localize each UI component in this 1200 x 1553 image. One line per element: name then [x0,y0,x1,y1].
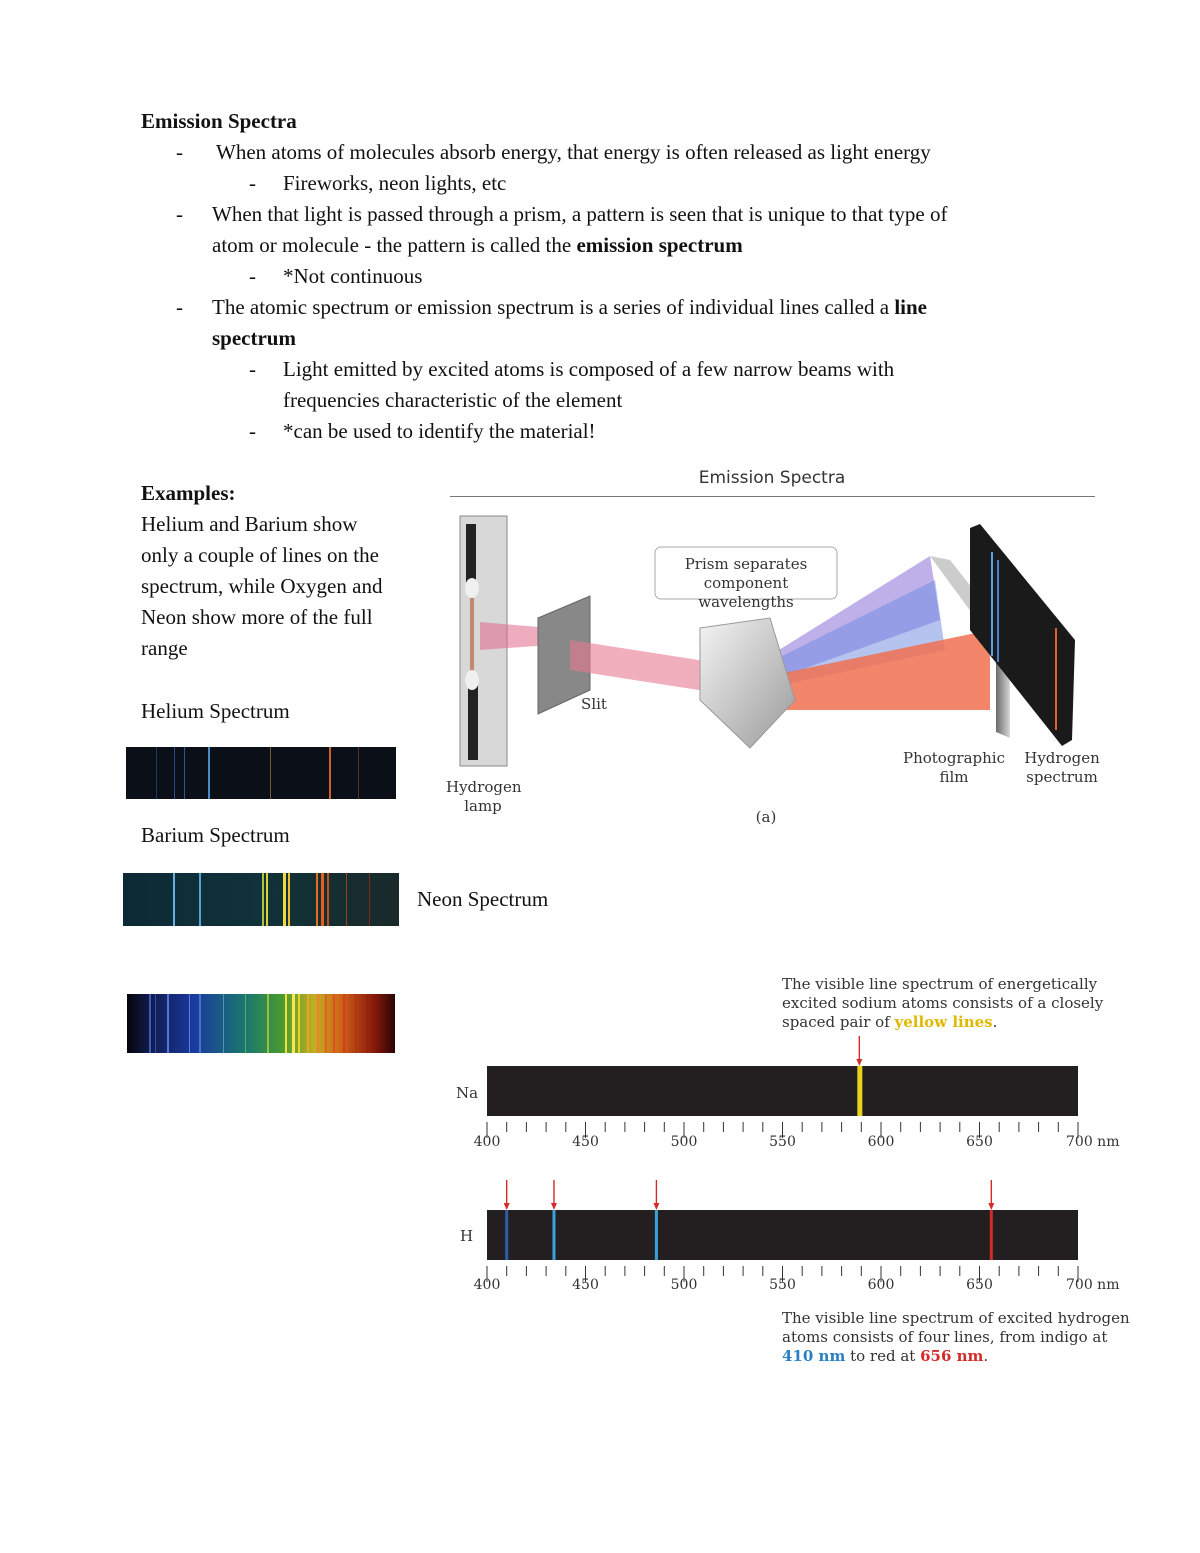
sodium-spectral-line [857,1066,862,1116]
bullet-text-cont [212,230,743,261]
sub-bullet-text: *can be used to identify the material! [283,419,596,443]
bullet-dash: - [249,419,256,443]
arrow-head [551,1203,557,1210]
bullet-text: atom or molecule - the pattern is called the [212,233,577,257]
bullet-text: The atomic spectrum or emission spectrum is a series of individual lines called a [212,295,895,319]
arrow-head [856,1059,862,1066]
slit-label: Slit [581,695,607,713]
barium-label: Barium Spectrum [141,823,290,847]
note-text: spaced pair of [782,1013,895,1031]
tick-label: 500 [670,1277,698,1293]
red-wavelength: 656 nm [920,1347,984,1365]
label-line: Photographic [902,749,1006,767]
diagram-title: Emission Spectra [698,468,846,488]
sub-bullet-text: Fireworks, neon lights, etc [283,171,507,195]
bullet-dash: - [249,357,256,381]
examples-line: Neon show more of the full [141,605,373,629]
bullet-text: When that light is passed through a prism, a pattern is seen that is unique to that type of [212,202,948,226]
bullet-text: When atoms of molecules absorb energy, that energy is often released as light energy [216,140,931,164]
neon-spectrum-image [127,994,395,1053]
bullet-dash: - [176,202,183,226]
tick-label: 700 nm [1066,1134,1120,1150]
note-line: The visible line spectrum of energetically [782,975,1098,993]
label-line: lamp [464,797,502,815]
sodium-spectrum-bar [487,1066,1078,1116]
arrow-head [653,1203,659,1210]
lamp-electrode [468,680,478,760]
hydrogen-spectral-line [655,1210,658,1260]
examples-heading: Examples: [141,481,236,505]
bullet-dash: - [249,264,256,288]
tick-label: 550 [769,1277,796,1293]
tick-label: 500 [670,1134,698,1150]
callout-text [655,555,837,612]
page-title: Emission Spectra [141,109,297,133]
prism [700,618,795,748]
line-spectra-chart [470,1030,1130,1305]
helium-spectrum-image [126,747,396,799]
examples-line: spectrum, while Oxygen and [141,574,383,598]
hydrogen-note [782,1309,1130,1366]
tick-label: 400 [473,1277,501,1293]
examples-line: Helium and Barium show [141,512,358,536]
examples-line: range [141,636,188,660]
tick-label: 650 [966,1277,993,1293]
h-label: H [460,1227,474,1245]
label-line: Hydrogen [1024,749,1100,767]
spectrum-label [1022,749,1102,787]
tick-label: 650 [966,1134,993,1150]
arrow-head [504,1203,510,1210]
sub-bullet-text: frequencies characteristic of the element [283,388,623,412]
tick-label: 400 [473,1134,501,1150]
film-label [900,749,1008,787]
tick-label: 450 [572,1134,599,1150]
hydrogen-spectral-line [990,1210,993,1260]
barium-spectrum-image [123,873,399,926]
tick-label: 600 [867,1134,895,1150]
bullet-dash: - [176,295,183,319]
lamp-electrode [466,524,476,584]
prism-diagram [450,500,1100,780]
sub-bullet-text: Light emitted by excited atoms is composed of a few narrow beams with [283,357,895,381]
hydrogen-spectrum-plate [970,524,1075,746]
tick-label: 700 nm [1066,1277,1120,1293]
lamp-bulb [465,578,479,598]
bold-term: spectrum [212,326,296,350]
neon-label: Neon Spectrum [417,887,549,911]
lamp-bulb [465,670,479,690]
bold-term: line [894,295,927,319]
indigo-wavelength: 410 nm [782,1347,846,1365]
note-line: excited sodium atoms consists of a closely [782,994,1104,1012]
hydrogen-spectral-line [505,1210,508,1260]
examples-line: only a couple of lines on the [141,543,379,567]
tick-label: 550 [769,1134,796,1150]
bold-term: emission spectrum [576,233,743,257]
bullet-dash: - [176,140,183,164]
note-line: atoms consists of four lines, from indigo at [782,1328,1108,1346]
callout-line: Prism separates [684,555,808,573]
yellow-lines-highlight: yellow lines [894,1013,993,1031]
label-line: Hydrogen [446,778,522,796]
sodium-note [782,975,1103,1032]
helium-label: Helium Spectrum [141,699,290,723]
arrow-head [988,1203,994,1210]
label-line: film [939,768,969,786]
diagram-caption: (a) [755,808,777,826]
note-line-3 [782,1347,1130,1366]
hydrogen-spectrum-bar [487,1210,1078,1260]
sub-bullet-text: *Not continuous [283,264,423,288]
note-text: to red at [845,1347,921,1365]
bullet-dash: - [249,171,256,195]
note-text: . [992,1013,998,1031]
callout-line: component wavelengths [698,574,794,611]
note-line: The visible line spectrum of excited hydrogen [782,1309,1130,1327]
tick-label: 600 [867,1277,895,1293]
na-label: Na [456,1084,479,1102]
diagram-rule [450,496,1095,497]
note-text: . [983,1347,989,1365]
lamp-tube [470,584,474,684]
tick-label: 450 [572,1277,599,1293]
hydrogen-spectral-line [552,1210,555,1260]
lamp-label [446,778,520,816]
label-line: spectrum [1026,768,1098,786]
bullet-text-cont [212,292,927,323]
